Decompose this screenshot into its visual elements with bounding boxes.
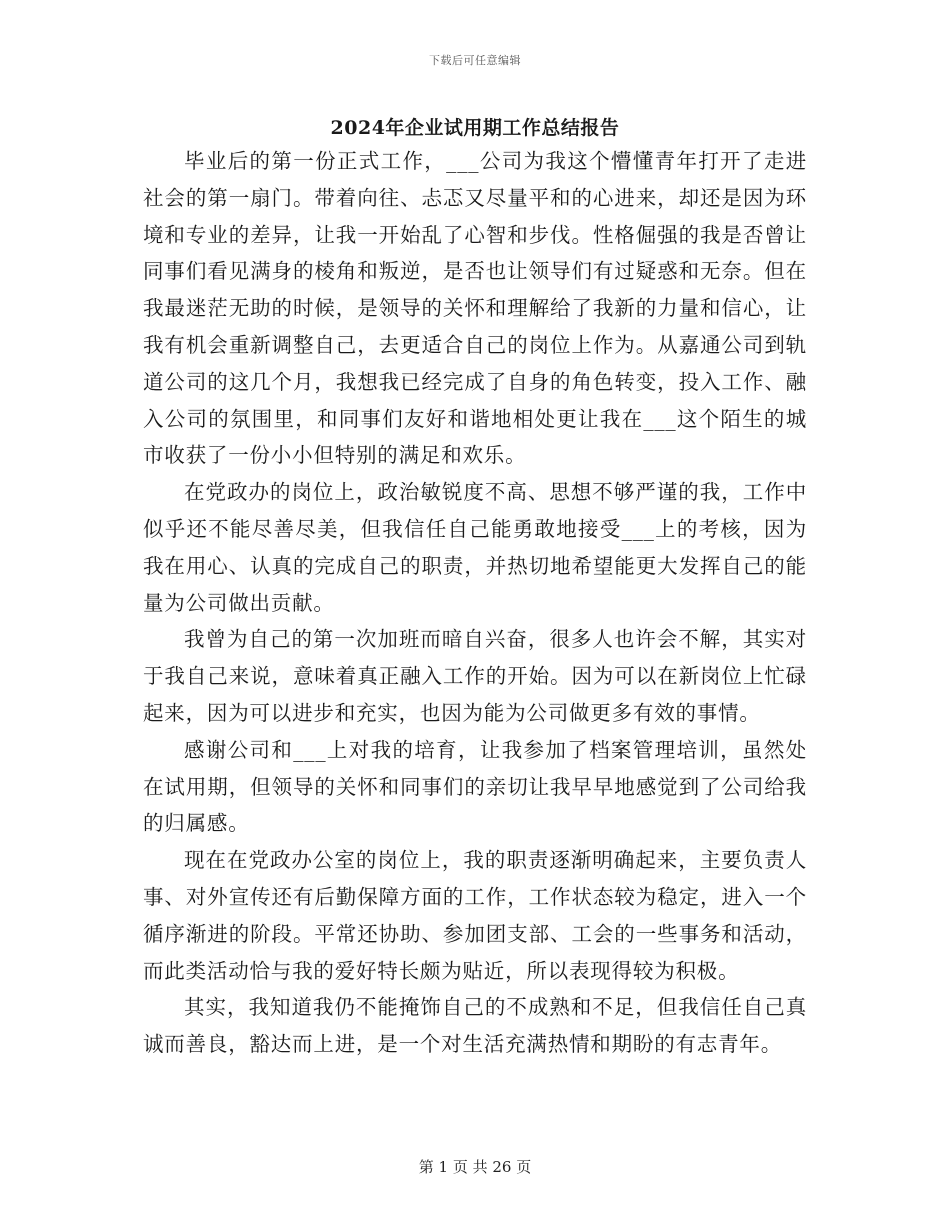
page-number-footer: 第 1 页 共 26 页: [418, 1158, 532, 1176]
paragraph-2: 在党政办的岗位上，政治敏锐度不高、思想不够严谨的我，工作中似乎还不能尽善尽美，但我信任自己能勇敢地接受___上的考核，因为我在用心、认真的完成自己的职责，并热切地希望能更大发挥自己的能量为公司做出贡献。: [143, 480, 807, 615]
page-header-note: 下载后可任意编辑: [429, 54, 521, 67]
paragraph-6: 其实，我知道我仍不能掩饰自己的不成熟和不足，但我信任自己真诚而善良，豁达而上进，是一个对生活充满热情和期盼的有志青年。: [143, 995, 807, 1057]
paragraph-3: 我曾为自己的第一次加班而暗自兴奋，很多人也许会不解，其实对于我自己来说，意味着真正融入工作的开始。因为可以在新岗位上忙碌起来，因为可以进步和充实，也因为能为公司做更多有效的事情。: [143, 627, 807, 725]
document-title: 2024年企业试用期工作总结报告: [330, 117, 620, 139]
paragraph-4: 感谢公司和___上对我的培育，让我参加了档案管理培训，虽然处在试用期，但领导的关怀和同事们的亲切让我早早地感觉到了公司给我的归属感。: [143, 737, 807, 836]
document-body: [143, 143, 807, 1063]
paragraph-5: 现在在党政办公室的岗位上，我的职责逐渐明确起来，主要负责人事、对外宣传还有后勤保障方面的工作，工作状态较为稳定，进入一个循序渐进的阶段。平常还协助、参加团支部、工会的一些事务和活动，而此类活动恰与我的爱好特长颇为贴近，所以表现得较为积极。: [143, 848, 807, 983]
paragraph-1: 毕业后的第一份正式工作，___公司为我这个懵懂青年打开了走进社会的第一扇门。带着向往、忐忑又尽量平和的心进来，却还是因为环境和专业的差异，让我一开始乱了心智和步伐。性格倔强的我是否曾让同事们看见满身的棱角和叛逆，是否也让领导们有过疑惑和无奈。但在我最迷茫无助的时候，是领导的关怀和理解给了我新的力量和信心，让我有机会重新调整自己，去更适合自己的岗位上作为。从嘉通公司到轨道公司的这几个月，我想我已经完成了自身的角色转变，投入工作、融入公司的氛围里，和同事们友好和谐地相处更让我在___这个陌生的城市收获了一份小小但特别的满足和欢乐。: [143, 149, 807, 468]
